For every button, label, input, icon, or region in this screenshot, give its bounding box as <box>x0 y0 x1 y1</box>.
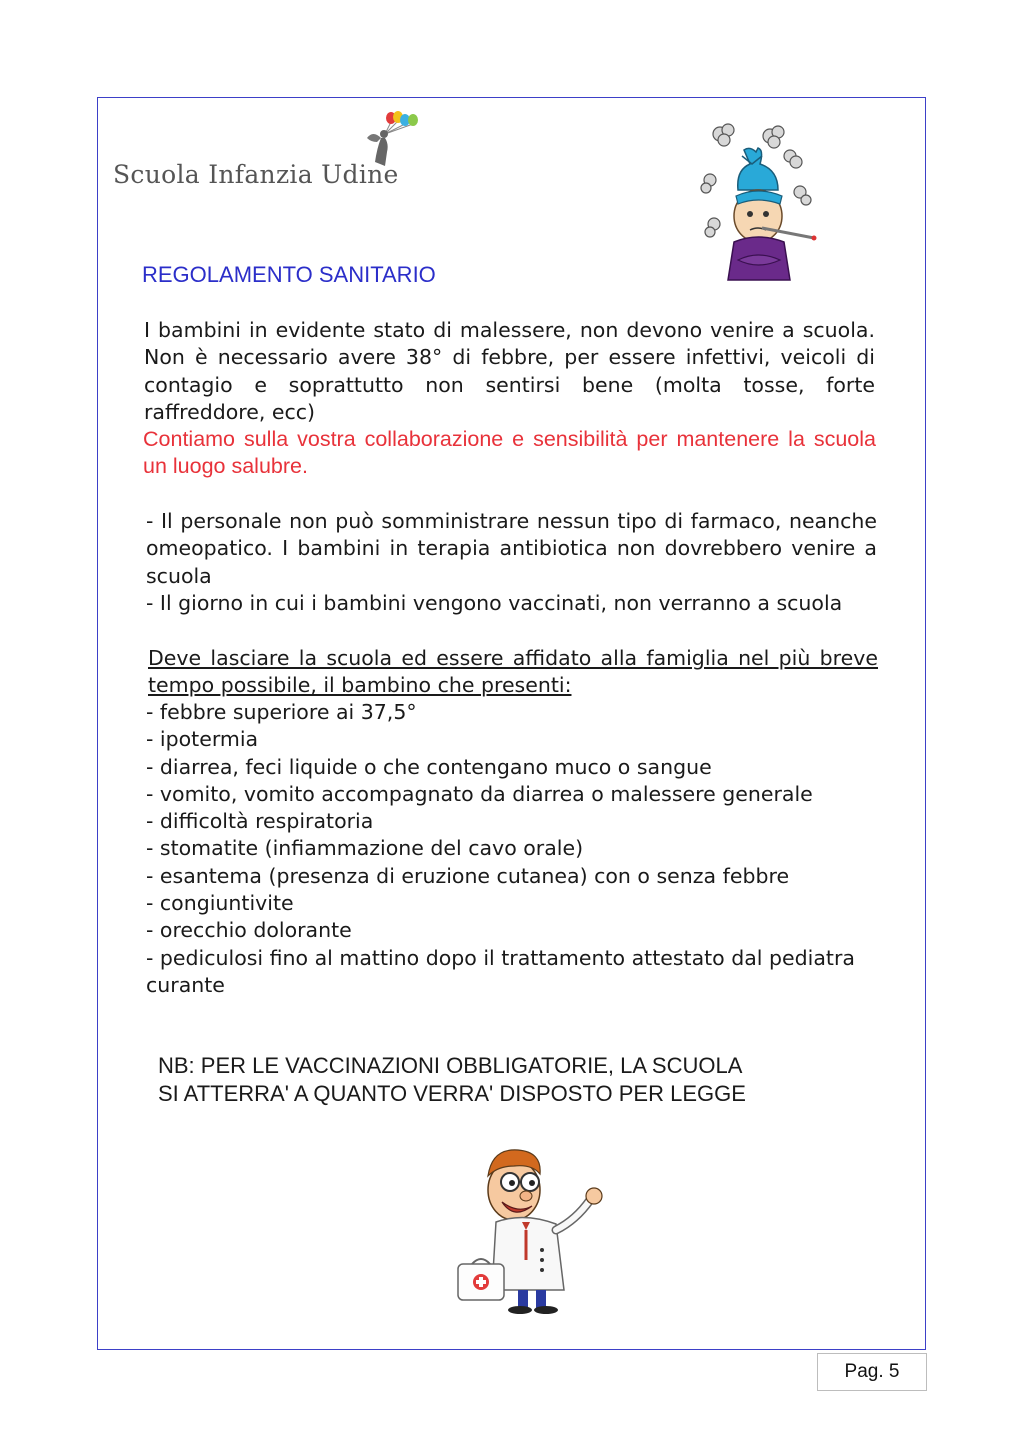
list-item: - difficoltà respiratoria <box>146 809 374 834</box>
page-title: REGOLAMENTO SANITARIO <box>142 262 436 287</box>
vaccination-note-line1: NB: PER LE VACCINAZIONI OBBLIGATORIE, LA SCUOLA <box>158 1053 743 1078</box>
school-name: Scuola Infanzia Udine <box>113 160 399 189</box>
intro-paragraph: I bambini in evidente stato di malessere, non devono venire a scuola. Non è necessario avere 38° di febbre, per essere infettivi, veicoli di contagio e soprattutto non sentirsi bene (molta tosse, forte raffreddore, ecc) <box>144 318 875 424</box>
list-item: - pediculosi fino al mattino dopo il trattamento attestato dal pediatra curante <box>146 945 855 997</box>
list-item: - stomatite (infiammazione del cavo orale) <box>146 836 584 861</box>
list-item: - congiuntivite <box>146 891 294 916</box>
list-item: - vomito, vomito accompagnato da diarrea o malessere generale <box>146 781 813 806</box>
list-item: - febbre superiore ai 37,5° <box>146 700 417 724</box>
vaccination-note <box>158 1052 746 1107</box>
rule-vaccination-day: - Il giorno in cui i bambini vengono vaccinati, non verranno a scuola <box>146 591 843 615</box>
leave-school-heading: Deve lasciare la scuola ed essere affidato alla famiglia nel più breve tempo possibile, il bambino che presenti: <box>148 646 878 698</box>
list-item: - ipotermia <box>146 727 259 752</box>
highlight-paragraph: Contiamo sulla vostra collaborazione e sensibilità per mantenere la scuola un luogo salubre. <box>143 427 876 479</box>
list-item: - diarrea, feci liquide o che contengano muco o sangue <box>146 754 712 779</box>
symptoms-list <box>146 699 876 999</box>
list-item: - orecchio dolorante <box>146 918 352 943</box>
doctor-icon <box>452 1140 612 1320</box>
list-item: - esantema (presenza di eruzione cutanea) con o senza febbre <box>146 863 790 888</box>
page-number: Pag. 5 <box>817 1353 927 1391</box>
sick-child-icon <box>698 120 823 285</box>
school-logo <box>113 108 433 198</box>
vaccination-note-line2: SI ATTERRA' A QUANTO VERRA' DISPOSTO PER LEGGE <box>158 1080 746 1106</box>
rule-medication: - Il personale non può somministrare nessun tipo di farmaco, neanche omeopatico. I bambini in terapia antibiotica non dovrebbero venire a scuola <box>146 509 877 588</box>
